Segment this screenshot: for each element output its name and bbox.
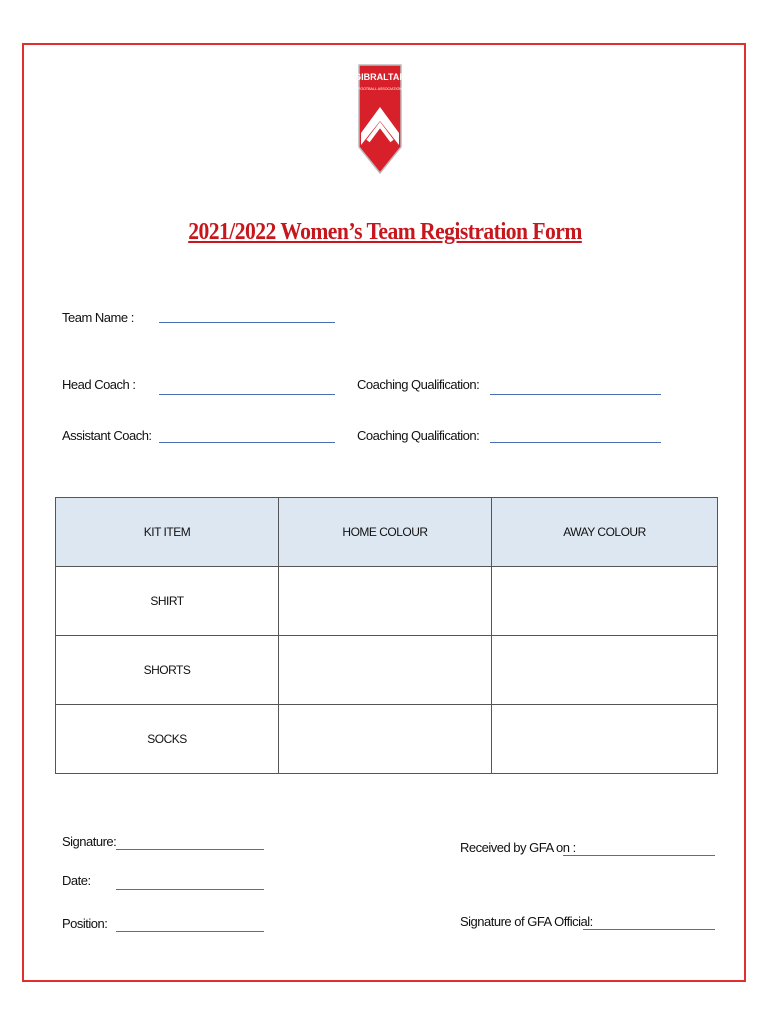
kit-item-header: KIT ITEM (56, 498, 279, 567)
assistant-coach-label: Assistant Coach: (62, 428, 152, 443)
home-colour-cell[interactable] (279, 705, 492, 774)
position-field[interactable] (116, 931, 264, 932)
assistant-coach-qualification-field[interactable] (490, 442, 661, 443)
head-coach-label: Head Coach : (62, 377, 136, 392)
gfa-official-signature-field[interactable] (583, 929, 715, 930)
assistant-coach-qualification-label: Coaching Qualification: (357, 428, 480, 443)
gfa-official-signature-label: Signature of GFA Official: (460, 914, 593, 929)
kit-table (55, 497, 718, 774)
kit-item-cell: SHIRT (56, 567, 279, 636)
home-colour-header: HOME COLOUR (279, 498, 492, 567)
head-coach-field[interactable] (159, 394, 335, 395)
gibraltar-fa-logo (354, 63, 406, 175)
signature-field[interactable] (116, 849, 264, 850)
home-colour-cell[interactable] (279, 567, 492, 636)
away-colour-cell[interactable] (492, 636, 718, 705)
kit-table-header-row (56, 498, 718, 567)
away-colour-cell[interactable] (492, 705, 718, 774)
kit-item-cell: SOCKS (56, 705, 279, 774)
away-colour-cell[interactable] (492, 567, 718, 636)
date-field[interactable] (116, 889, 264, 890)
position-label: Position: (62, 916, 108, 931)
table-row (56, 705, 718, 774)
table-row (56, 567, 718, 636)
head-coach-qualification-field[interactable] (490, 394, 661, 395)
away-colour-header: AWAY COLOUR (492, 498, 718, 567)
logo-text-2: FOOTBALL ASSOCIATION (358, 87, 402, 91)
received-by-gfa-field[interactable] (563, 855, 715, 856)
team-name-label: Team Name : (62, 310, 134, 325)
team-name-field[interactable] (159, 322, 335, 323)
kit-item-cell: SHORTS (56, 636, 279, 705)
logo-text-1: GIBRALTAR (354, 72, 406, 82)
head-coach-qualification-label: Coaching Qualification: (357, 377, 480, 392)
date-label: Date: (62, 873, 91, 888)
signature-label: Signature: (62, 834, 117, 849)
received-by-gfa-label: Received by GFA on : (460, 840, 576, 855)
form-title: 2021/2022 Women’s Team Registration Form (188, 219, 582, 245)
table-row (56, 636, 718, 705)
assistant-coach-field[interactable] (159, 442, 335, 443)
home-colour-cell[interactable] (279, 636, 492, 705)
